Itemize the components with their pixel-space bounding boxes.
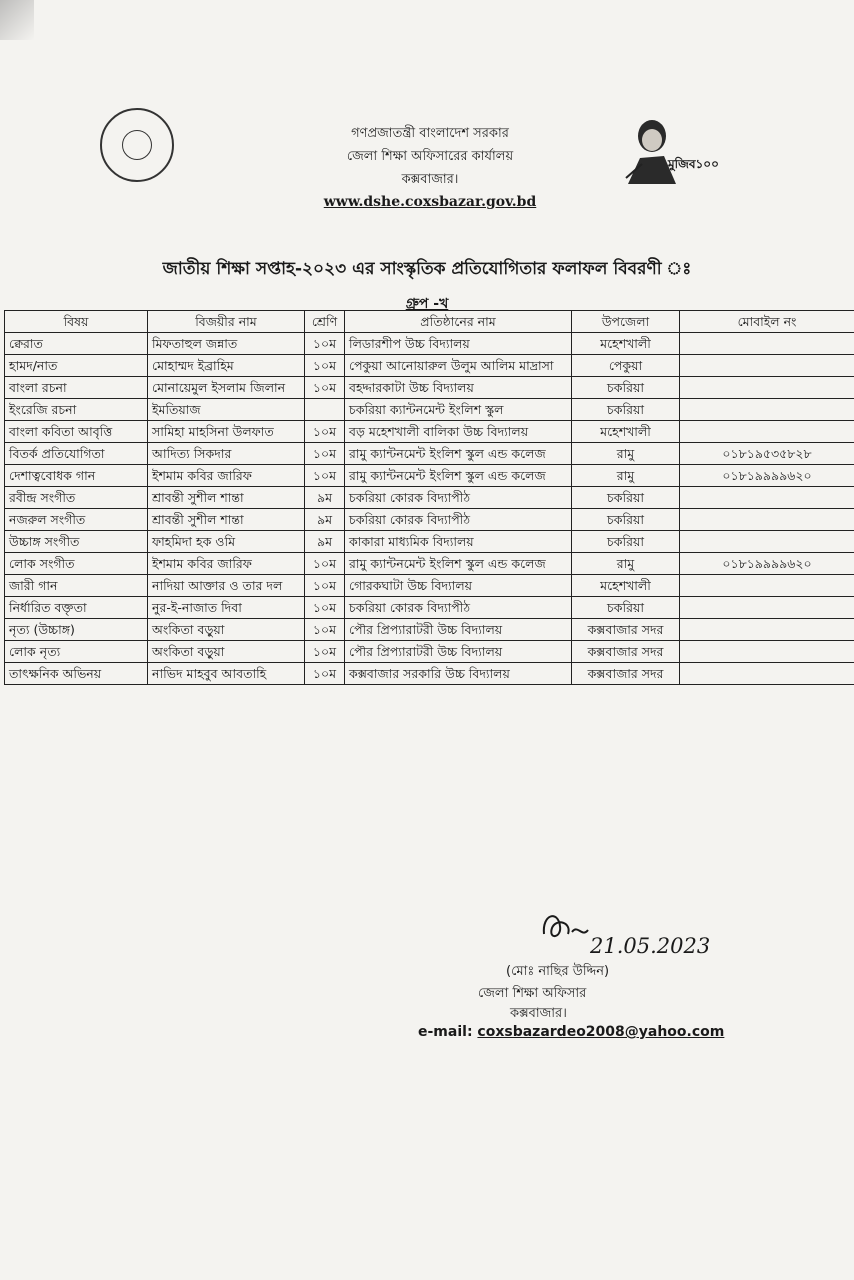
cell-subject: হামদ/নাত [5,355,148,377]
column-header-subject: বিষয় [5,311,148,333]
cell-class: ১০ম [305,443,345,465]
email-label: e-mail: [418,1024,473,1040]
table-row [5,553,854,575]
cell-subject: রবীন্দ্র সংগীত [5,487,148,509]
mujib100-logo-text: মুজিব১০০ [668,157,719,171]
cell-mobile: ০১৮১৯৯৯৯৬২০ [680,553,854,575]
column-header-upazila: উপজেলা [572,311,680,333]
document-title: জাতীয় শিক্ষা সপ্তাহ-২০২৩ এর সাংস্কৃতিক প্রতিযোগিতার ফলাফল বিবরণী ঃ [162,259,692,279]
cell-class: ১০ম [305,553,345,575]
signatory-name: (মোঃ নাছির উদ্দিন) [506,964,610,979]
cell-mobile [680,421,854,443]
cell-mobile [680,333,854,355]
cell-winner: শ্রাবন্তী সুশীল শান্তা [148,509,305,531]
cell-upazila: চকরিয়া [572,377,680,399]
table-row [5,575,854,597]
cell-upazila: মহেশখালী [572,333,680,355]
cell-institution: পৌর প্রিপ্যারাটরী উচ্চ বিদ্যালয় [345,619,572,641]
table-row [5,531,854,553]
cell-class: ৯ম [305,531,345,553]
header-line-2: জেলা শিক্ষা অফিসারের কার্যালয় [346,149,514,164]
cell-institution: রামু ক্যান্টনমেন্ট ইংলিশ স্কুল এন্ড কলেজ [345,443,572,465]
cell-winner: ইমতিয়াজ [148,399,305,421]
cell-institution: চকরিয়া কোরক বিদ্যাপীঠ [345,487,572,509]
table-row [5,663,854,685]
table-row [5,509,854,531]
website-link[interactable]: www.dshe.coxsbazar.gov.bd [323,194,537,210]
cell-class: ১০ম [305,377,345,399]
cell-upazila: রামু [572,553,680,575]
cell-upazila: কক্সবাজার সদর [572,663,680,685]
table-row [5,465,854,487]
cell-mobile [680,355,854,377]
cell-upazila: মহেশখালী [572,575,680,597]
cell-mobile [680,619,854,641]
cell-mobile [680,663,854,685]
government-seal-logo [100,108,174,182]
cell-institution: চকরিয়া কোরক বিদ্যাপীঠ [345,597,572,619]
cell-winner: আদিত্য সিকদার [148,443,305,465]
cell-institution: গোরকঘাটা উচ্চ বিদ্যালয় [345,575,572,597]
cell-upazila: কক্সবাজার সদর [572,619,680,641]
table-header-row [5,311,854,333]
cell-mobile [680,641,854,663]
cell-class: ১০ম [305,619,345,641]
cell-subject: বাংলা কবিতা আবৃত্তি [5,421,148,443]
cell-winner: ফাহমিদা হক ওমি [148,531,305,553]
email-line [418,1024,724,1040]
table-row [5,399,854,421]
cell-upazila: চকরিয়া [572,399,680,421]
cell-class: ১০ম [305,333,345,355]
cell-subject: জারী গান [5,575,148,597]
page-edge-shadow [0,0,34,40]
cell-winner: মিফতাহুল জন্নাত [148,333,305,355]
cell-institution: রামু ক্যান্টনমেন্ট ইংলিশ স্কুল এন্ড কলেজ [345,553,572,575]
cell-mobile [680,575,854,597]
table-row [5,377,854,399]
table-row [5,443,854,465]
signature-date: 21.05.2023 [590,934,711,958]
cell-class: ১০ম [305,575,345,597]
cell-institution: বহদ্দারকাটা উচ্চ বিদ্যালয় [345,377,572,399]
cell-class: ১০ম [305,597,345,619]
column-header-institution: প্রতিষ্ঠানের নাম [345,311,572,333]
cell-upazila: চকরিয়া [572,487,680,509]
cell-winner: নুর-ই-নাজাত দিবা [148,597,305,619]
cell-institution: বড় মহেশখালী বালিকা উচ্চ বিদ্যালয় [345,421,572,443]
cell-mobile [680,597,854,619]
cell-mobile [680,377,854,399]
cell-mobile [680,509,854,531]
cell-subject: নৃত্য (উচ্চাঙ্গ) [5,619,148,641]
table-row [5,333,854,355]
group-label: গ্রুপ -খ [405,296,449,312]
header-line-3: কক্সবাজার। [401,172,459,187]
cell-subject: লোক নৃত্য [5,641,148,663]
cell-class: ১০ম [305,663,345,685]
cell-subject: বিতর্ক প্রতিযোগিতা [5,443,148,465]
cell-institution: পৌর প্রিপ্যারাটরী উচ্চ বিদ্যালয় [345,641,572,663]
cell-subject: দেশাত্ববোধক গান [5,465,148,487]
table-row [5,487,854,509]
cell-institution: চকরিয়া ক্যান্টনমেন্ট ইংলিশ স্কুল [345,399,572,421]
cell-winner: অংকিতা বড়ুয়া [148,641,305,663]
cell-upazila: রামু [572,443,680,465]
email-link[interactable]: coxsbazardeo2008@yahoo.com [477,1024,725,1040]
cell-institution: কাকারা মাধ্যমিক বিদ্যালয় [345,531,572,553]
cell-winner: নাদিয়া আক্তার ও তার দল [148,575,305,597]
column-header-class: শ্রেণি [305,311,345,333]
cell-class: ৯ম [305,509,345,531]
cell-winner: মোহাম্মদ ইব্রাহিম [148,355,305,377]
cell-winner: মোনায়েমুল ইসলাম জিলান [148,377,305,399]
cell-class: ১০ম [305,641,345,663]
seal-emblem-icon [122,130,152,160]
cell-mobile: ০১৮১৯৯৯৯৬২০ [680,465,854,487]
cell-institution: কক্সবাজার সরকারি উচ্চ বিদ্যালয় [345,663,572,685]
cell-upazila: মহেশখালী [572,421,680,443]
column-header-winner: বিজয়ীর নাম [148,311,305,333]
cell-upazila: পেকুয়া [572,355,680,377]
cell-upazila: চকরিয়া [572,597,680,619]
results-table [4,310,854,685]
cell-class: ৯ম [305,487,345,509]
table-row [5,597,854,619]
header-line-1: গণপ্রজাতন্ত্রী বাংলাদেশ সরকার [351,126,509,141]
cell-mobile [680,487,854,509]
cell-winner: অংকিতা বড়ুয়া [148,619,305,641]
cell-class: ১০ম [305,421,345,443]
cell-subject: ইংরেজি রচনা [5,399,148,421]
cell-subject: লোক সংগীত [5,553,148,575]
cell-institution: রামু ক্যান্টনমেন্ট ইংলিশ স্কুল এন্ড কলেজ [345,465,572,487]
table-row [5,641,854,663]
table-row [5,355,854,377]
cell-subject: বাংলা রচনা [5,377,148,399]
cell-upazila: চকরিয়া [572,509,680,531]
cell-subject: ক্বেরাত [5,333,148,355]
cell-upazila: চকরিয়া [572,531,680,553]
cell-winner: ইশমাম কবির জারিফ [148,553,305,575]
cell-institution: লিডারশীপ উচ্চ বিদ্যালয় [345,333,572,355]
cell-winner: শ্রাবন্তী সুশীল শান্তা [148,487,305,509]
table-row [5,619,854,641]
cell-upazila: কক্সবাজার সদর [572,641,680,663]
cell-upazila: রামু [572,465,680,487]
cell-mobile [680,531,854,553]
cell-class [305,399,345,421]
cell-mobile [680,399,854,421]
cell-winner: সামিহা মাহসিনা উলফাত [148,421,305,443]
table-row [5,421,854,443]
cell-class: ১০ম [305,465,345,487]
cell-mobile: ০১৮১৯৫৩৫৮২৮ [680,443,854,465]
cell-subject: নজরুল সংগীত [5,509,148,531]
cell-subject: উচ্চাঙ্গ সংগীত [5,531,148,553]
cell-institution: চকরিয়া কোরক বিদ্যাপীঠ [345,509,572,531]
cell-subject: তাৎক্ষনিক অভিনয় [5,663,148,685]
cell-winner: নাভিদ মাহবুব আবতাহি [148,663,305,685]
cell-class: ১০ম [305,355,345,377]
signatory-designation: জেলা শিক্ষা অফিসার [478,986,587,1001]
column-header-mobile: মোবাইল নং [680,311,854,333]
cell-winner: ইশমাম কবির জারিফ [148,465,305,487]
cell-institution: পেকুয়া আনোয়ারুল উলুম আলিম মাদ্রাসা [345,355,572,377]
cell-subject: নির্ধারিত বক্তৃতা [5,597,148,619]
signatory-location: কক্সবাজার। [510,1006,567,1021]
